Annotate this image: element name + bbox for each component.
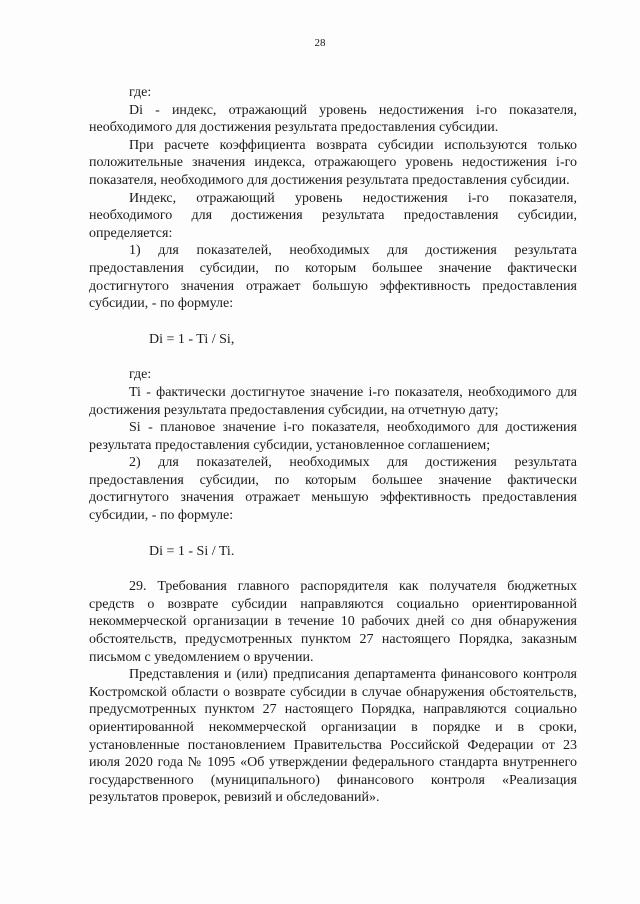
paragraph-case-1: 1) для показателей, необходимых для достижения результата предоставления субсидии, по которым большее значение фактически достигнутого значения отражает большую эффективность предоставления субсидии, - по формуле:: [89, 243, 577, 312]
formula-1: Di = 1 - Ti / Si,: [149, 331, 235, 347]
paragraph-positive-values: При расчете коэффициента возврата субсидии используются только положительные значения индекса, отражающего уровень недостижения i-го показателя, необходимого для достижения результата предоставления субсидии.: [89, 137, 577, 188]
paragraph-case-2: 2) для показателей, необходимых для достижения результата предоставления субсидии, по которым большее значение фактически достигнутого значения отражает меньшую эффективность предоставления субсидии, - по формуле:: [89, 455, 577, 524]
formula-2: Di = 1 - Si / Ti.: [149, 543, 235, 559]
paragraph-financial-control: Представления и (или) предписания департамента финансового контроля Костромской области о возврате субсидии в случае обнаружения обстоятельств, предусмотренных пунктом 27 настоящего Порядка, направляются социально ориентированной некоммерческой организации в порядке и в сроки, установленные постановлением Правительства Российской Федерации от 23 июля 2020 года № 1095 «Об утверждении федерального стандарта внутреннего государственного (муниципального) финансового контроля «Реализация результатов проверок, ревизий и обследований».: [89, 667, 577, 806]
page-number: 28: [314, 37, 326, 49]
paragraph-di-definition: Di - индекс, отражающий уровень недостижения i-го показателя, необходимого для достижения результата предоставления субсидии.: [89, 102, 577, 136]
paragraph-item-29: 29. Требования главного распорядителя как получателя бюджетных средств о возврате субсидии направляются социально ориентированной некоммерческой организации в течение 10 рабочих дней со дня обнаружения обстоятельств, предусмотренных пунктом 27 настоящего Порядка, заказным письмом с уведомлением о вручении.: [89, 579, 577, 665]
paragraph-si-definition: Si - плановое значение i-го показателя, необходимого для достижения результата предоставления субсидии, установленное соглашением;: [89, 420, 577, 453]
paragraph-where-2: где:: [129, 367, 152, 383]
paragraph-where-1: где:: [129, 85, 152, 100]
paragraph-ti-definition: Ti - фактически достигнутое значение i-го показателя, необходимого для достижения результата предоставления субсидии, на отчетную дату;: [89, 384, 577, 418]
document-body: [89, 84, 577, 807]
paragraph-index-determined: Индекс, отражающий уровень недостижения i-го показателя, необходимого для достижения результата предоставления субсидии, определяется:: [89, 190, 577, 241]
